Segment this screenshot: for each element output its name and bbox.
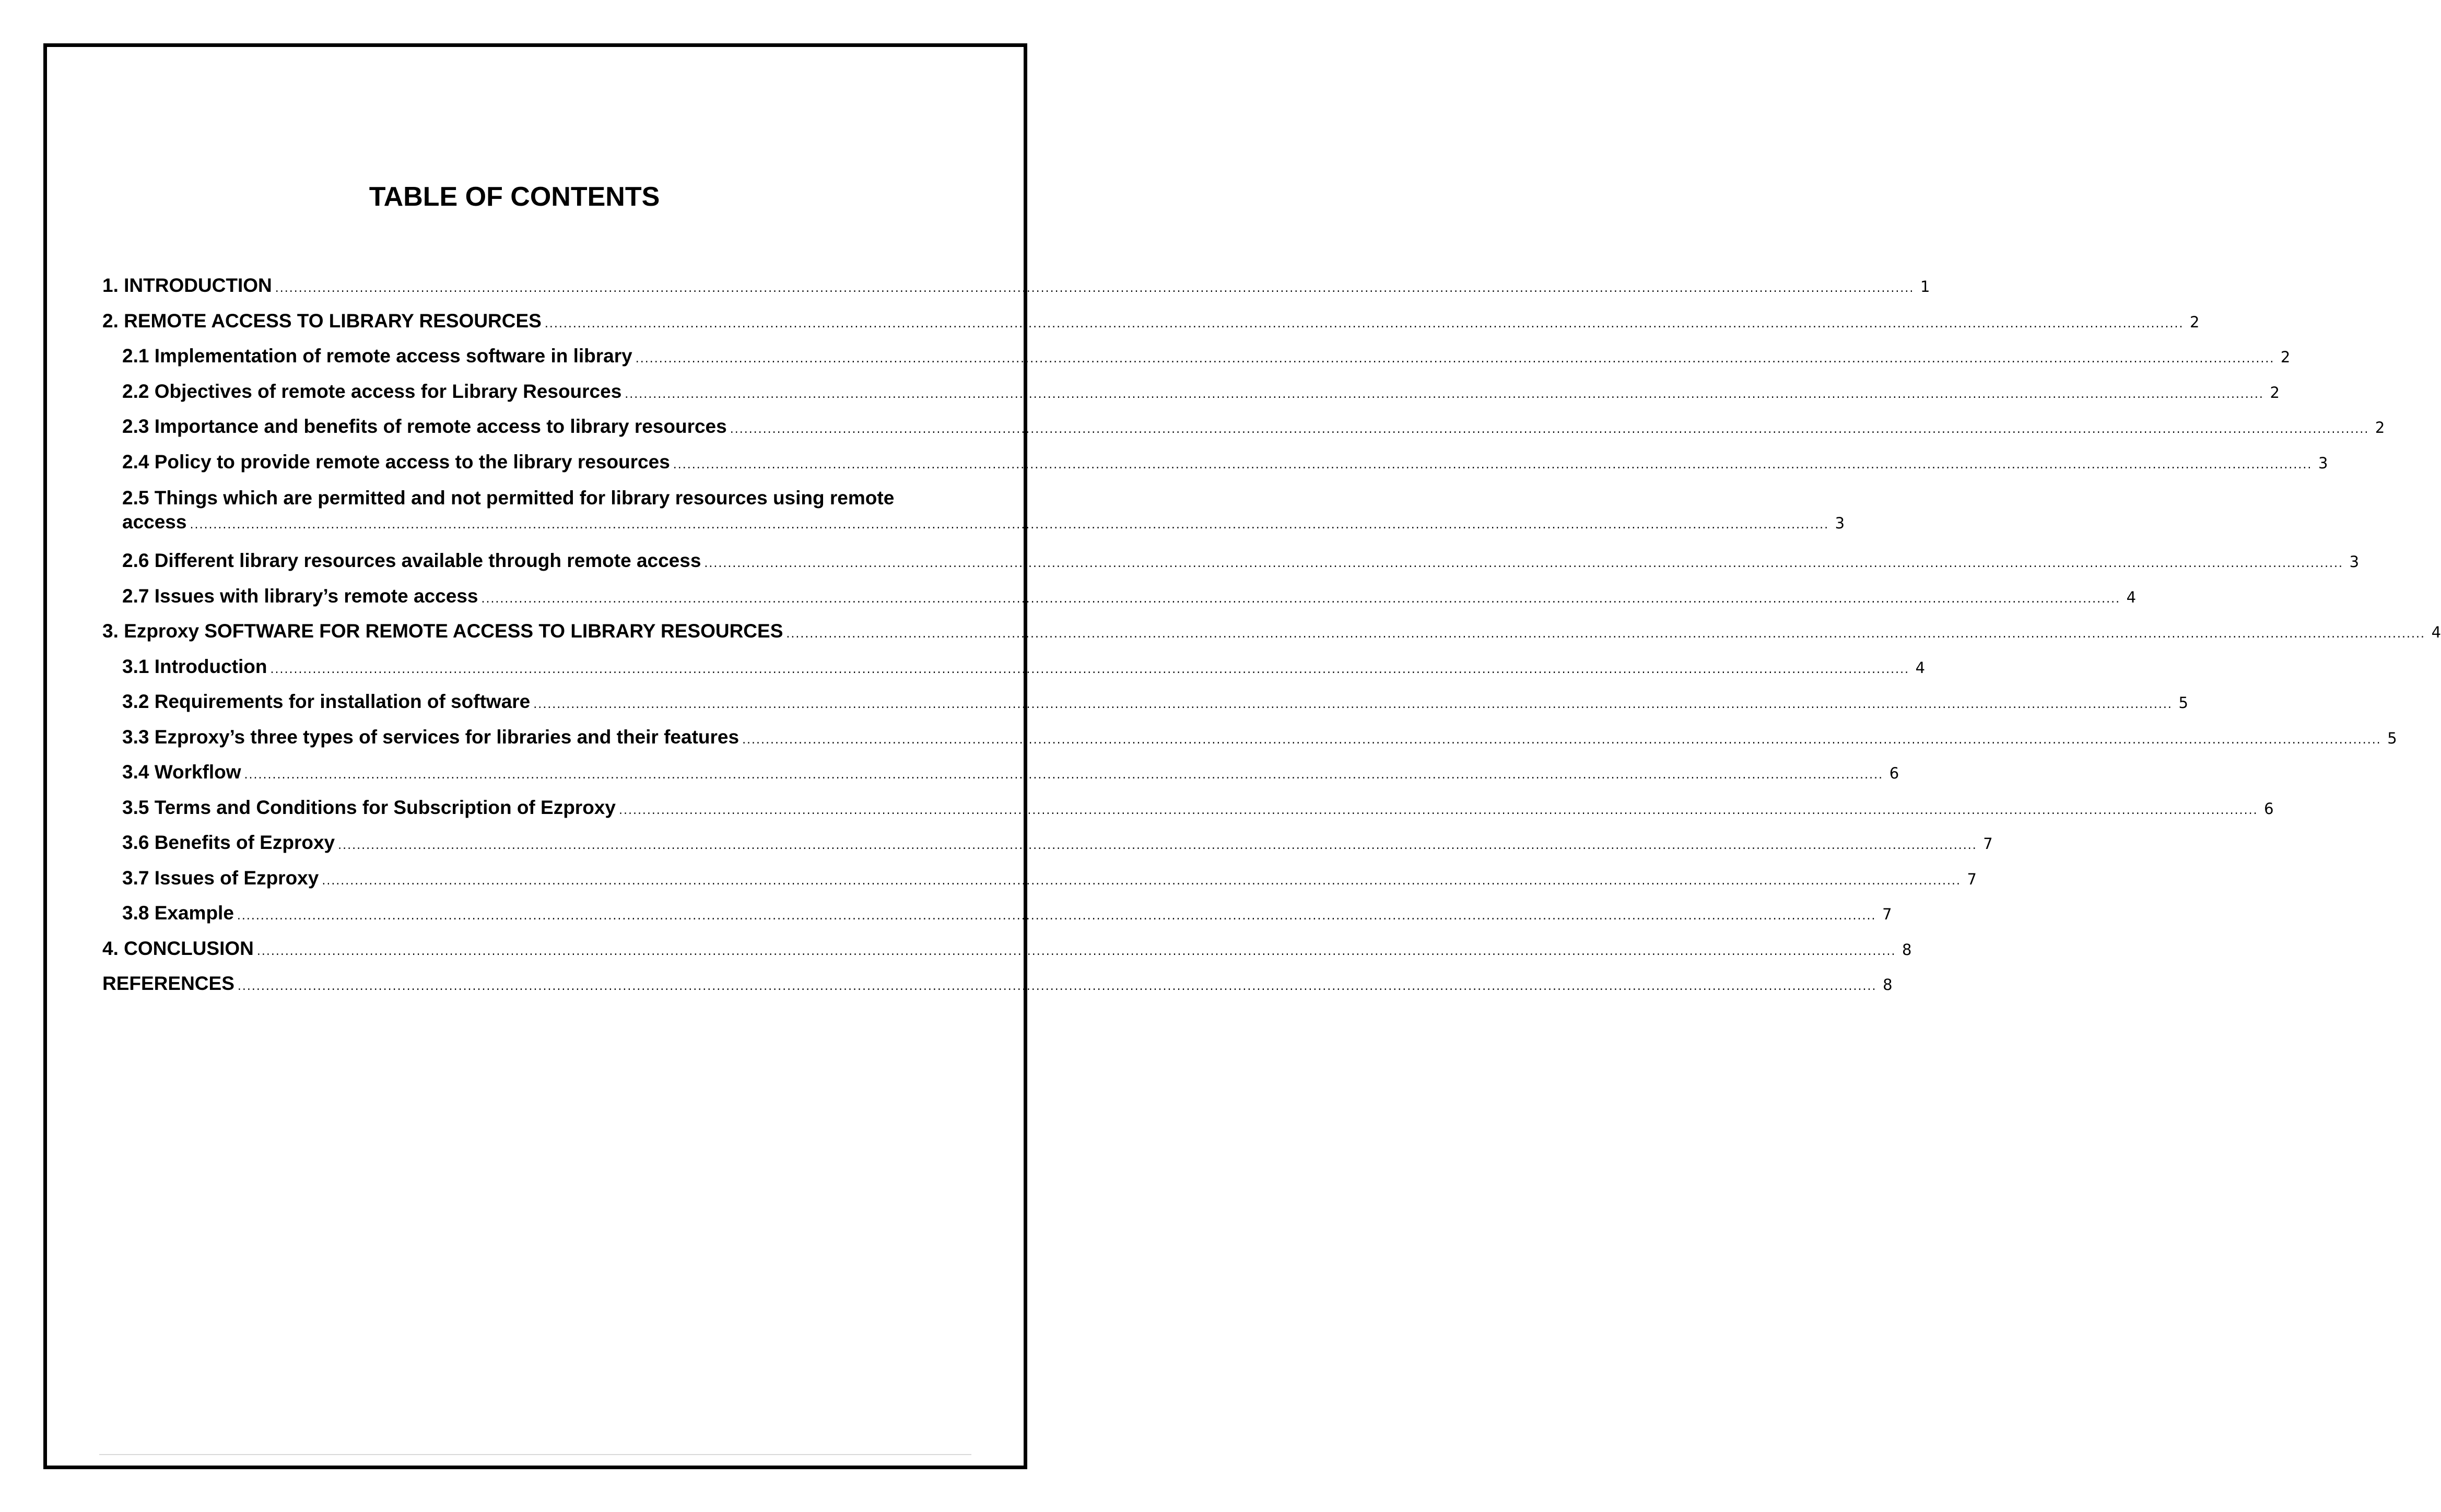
toc-leader-dots [322,875,1961,888]
toc-leader-dots [545,317,2184,330]
toc-entry-label: 4. CONCLUSION [102,937,254,959]
toc-entry-2-5[interactable] [102,486,1845,537]
toc-leader-dots [244,769,1884,782]
toc-entry-label: 3. Ezproxy SOFTWARE FOR REMOTE ACCESS TO LIBRARY RESOURCES [102,620,783,642]
toc-leader-dots [704,557,2343,570]
toc-page-number: 7 [1967,870,1977,888]
toc-entry-3-2[interactable] [102,691,2188,726]
toc-leader-dots [636,352,2275,365]
toc-entry-3-8[interactable] [102,902,1892,938]
toc-entry-label: 2. REMOTE ACCESS TO LIBRARY RESOURCES [102,310,542,332]
toc-entry-label: 3.7 Issues of Ezproxy [122,867,319,889]
toc-leader-dots [271,663,1910,676]
toc-page-number: 3 [2318,454,2328,472]
toc-entry-label: 2.2 Objectives of remote access for Library Resources [122,380,622,402]
toc-entry-label: 2.4 Policy to provide remote access to the library resources [122,451,670,473]
toc-leader-dots [338,839,1977,852]
toc-leader-dots [673,458,2313,471]
toc-entry-conclusion[interactable] [102,937,1912,973]
toc-entry-2-4[interactable] [102,451,2328,487]
toc-entry-label: 3.8 Example [122,902,234,924]
toc-page-number: 2 [2280,348,2291,366]
toc-leader-dots [742,734,2381,747]
toc-entry-remote-access[interactable] [102,310,2200,346]
toc-page-number: 8 [1883,976,1893,994]
toc-entry-3-7[interactable] [102,867,1977,903]
toc-entry-2-1[interactable] [102,345,2291,381]
toc-entry-label: 3.3 Ezproxy’s three types of services for libraries and their features [122,726,740,748]
toc-page-number: 8 [1902,940,1912,959]
toc-entry-references[interactable] [102,973,1893,1008]
toc-entry-label: REFERENCES [102,973,234,994]
toc-page-number: 6 [2264,799,2274,818]
toc-page-number: 1 [1920,278,1930,296]
toc-leader-dots [190,513,1829,537]
toc-leader-dots [238,980,1877,993]
toc-entry-label: 2.6 Different library resources available through remote access [122,550,701,571]
toc-leader-dots [730,423,2369,436]
toc-entry-label-continued: access [122,511,187,533]
toc-title: TABLE OF CONTENTS [369,182,660,212]
toc-page-number: 6 [1889,764,1899,782]
toc-entry-2-2[interactable] [102,380,2280,416]
toc-entry-label: 3.4 Workflow [122,761,241,783]
toc-entry-2-3[interactable] [102,416,2385,451]
toc-entry-2-7[interactable] [102,585,2137,621]
toc-page-number: 4 [2431,623,2441,641]
toc-page-number: 7 [1983,835,1993,853]
toc-entry-label: 2.3 Importance and benefits of remote access to library resources [122,416,727,437]
toc-page-number: 2 [2190,313,2200,331]
toc-entry-label: 3.2 Requirements for installation of software [122,691,531,712]
toc-page-number: 5 [2387,729,2397,747]
toc-leader-dots [481,593,2120,606]
toc-page-number: 4 [1915,658,1926,677]
toc-entry-label: 3.5 Terms and Conditions for Subscription of Ezproxy [122,796,616,818]
toc-page-number: 3 [1835,514,1845,532]
toc-entry-3-5[interactable] [102,796,2274,832]
toc-entry-3-6[interactable] [102,832,1993,867]
toc-entry-label: 3.6 Benefits of Ezproxy [122,832,335,853]
toc-leader-dots [275,282,1915,295]
toc-entry-3-4[interactable] [102,761,1899,797]
footer-rule [99,1454,971,1455]
toc-entry-3-1[interactable] [102,655,1926,691]
toc-page-number: 4 [2126,588,2137,606]
toc-leader-dots [237,909,1876,923]
toc-entry-label: 1. INTRODUCTION [102,275,272,296]
toc-entry-continuation [122,510,1845,537]
toc-entry-ezproxy[interactable] [102,620,2441,656]
toc-leader-dots [625,388,2264,401]
toc-entry-text [122,486,1845,537]
toc-page-number: 2 [2270,383,2280,401]
toc-page-number: 5 [2178,694,2188,712]
toc-leader-dots [533,698,2173,711]
toc-page-number: 7 [1882,905,1892,923]
toc-leader-dots [257,945,1896,958]
toc-entry-label: 2.1 Implementation of remote access software in library [122,345,632,367]
toc-list [102,275,2441,1008]
toc-entry-label: 3.1 Introduction [122,655,267,677]
toc-entry-3-3[interactable] [102,726,2397,762]
toc-entry-label: 2.7 Issues with library’s remote access [122,585,478,607]
toc-entry-introduction[interactable] [102,275,1930,310]
toc-entry-2-6[interactable] [102,550,2360,585]
toc-page-number: 2 [2375,419,2385,436]
toc-leader-dots [619,804,2258,817]
toc-page-number: 3 [2349,553,2360,571]
toc-entry-label: 2.5 Things which are permitted and not permitted for library resources using remote [122,487,895,509]
toc-leader-dots [786,628,2425,641]
